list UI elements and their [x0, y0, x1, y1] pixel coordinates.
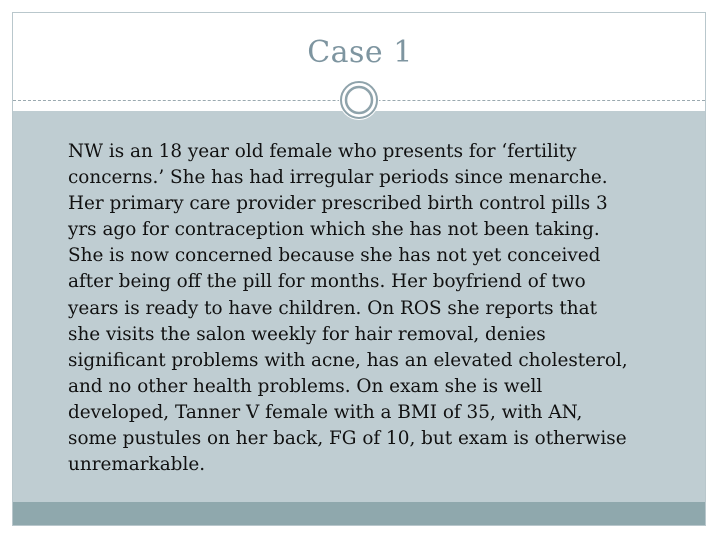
ring-ornament-icon — [339, 80, 379, 120]
slide-title: Case 1 — [307, 35, 413, 70]
case-description: NW is an 18 year old female who presents for ‘fertility concerns.’ She has had irregular periods since menarche. Her primary care provider prescribed birth control pills 3 yrs ago for contraception which she has not been taking. She is now concerned because she has not yet conceived after being off the pill for months. Her boyfriend of two years is ready to have children. On ROS she reports that she visits the salon weekly for hair removal, denies significant problems with acne, has an elevated cholesterol, and no other health problems. On exam she is well developed, Tanner V female with a BMI of 35, with AN, some pustules on her back, FG of 10, but exam is otherwise unremarkable. — [68, 141, 628, 476]
bottom-bar — [13, 502, 705, 525]
